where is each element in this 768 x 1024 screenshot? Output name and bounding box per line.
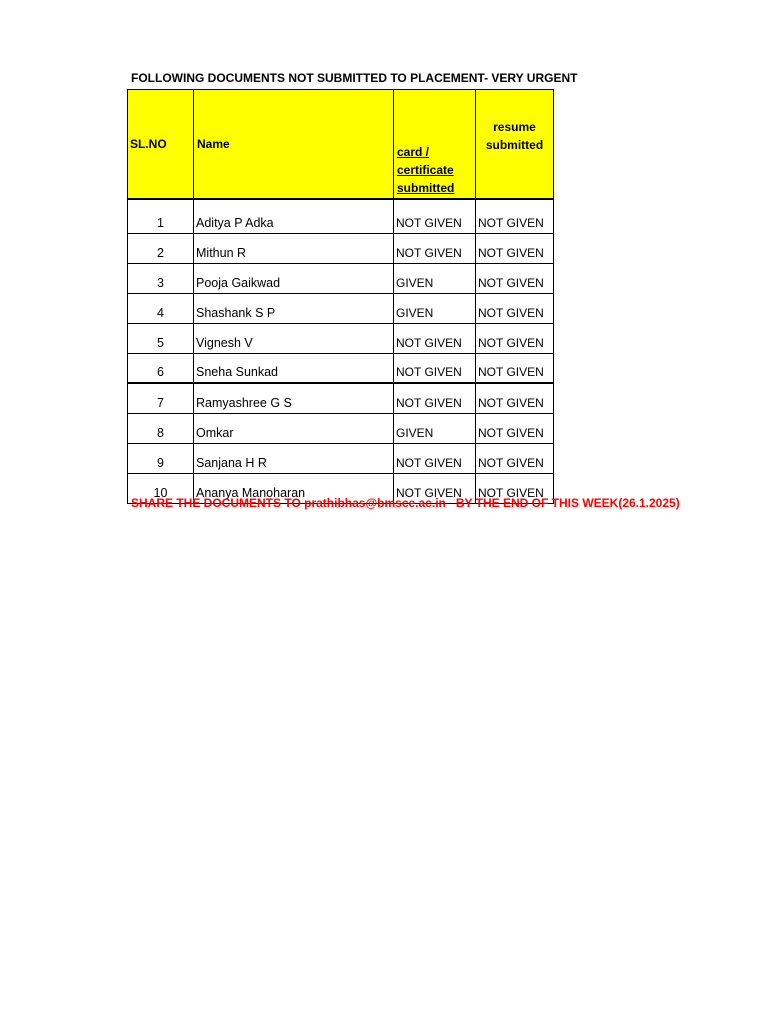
resume-status: NOT GIVEN: [476, 199, 554, 233]
resume-status: NOT GIVEN: [476, 323, 554, 353]
resume-status: NOT GIVEN: [476, 293, 554, 323]
student-name: Shashank S P: [194, 293, 394, 323]
student-name: Aditya P Adka: [194, 199, 394, 233]
card-status: GIVEN: [394, 263, 476, 293]
resume-status: NOT GIVEN: [476, 353, 554, 383]
card-header-line-3: submitted: [397, 181, 455, 195]
resume-status: NOT GIVEN: [476, 413, 554, 443]
resume-status: NOT GIVEN: [476, 383, 554, 413]
card-status: NOT GIVEN: [394, 323, 476, 353]
row-number: 2: [128, 233, 194, 263]
card-status: GIVEN: [394, 293, 476, 323]
column-header-name: Name: [194, 90, 394, 200]
card-status: NOT GIVEN: [394, 383, 476, 413]
table-row: [128, 443, 554, 473]
card-status: GIVEN: [394, 413, 476, 443]
resume-status: NOT GIVEN: [476, 233, 554, 263]
student-name: Ananya Manoharan: [194, 473, 394, 503]
card-header-line-1: card /: [397, 145, 430, 159]
resume-status: NOT GIVEN: [476, 263, 554, 293]
resume-status: NOT GIVEN: [476, 443, 554, 473]
student-name: Ramyashree G S: [194, 383, 394, 413]
row-number: 9: [128, 443, 194, 473]
table-row: [128, 199, 554, 233]
row-number: 3: [128, 263, 194, 293]
submission-instruction: SHARE THE DOCUMENTS TO prathibhas@bmsce.ac.in BY THE END OF THIS WEEK(26.1.2025): [131, 496, 680, 510]
table-row: [128, 263, 554, 293]
card-status: NOT GIVEN: [394, 353, 476, 383]
column-header-card-certificate: [394, 90, 476, 200]
row-number: 1: [128, 199, 194, 233]
row-number: 8: [128, 413, 194, 443]
resume-header-line-1: resume: [493, 120, 536, 134]
row-number: 10: [128, 473, 194, 503]
card-header-line-2: certificate: [397, 163, 454, 177]
column-header-resume: [476, 90, 554, 200]
row-number: 6: [128, 353, 194, 383]
row-number: 4: [128, 293, 194, 323]
column-header-sl-no: SL.NO: [128, 90, 194, 200]
student-name: Pooja Gaikwad: [194, 263, 394, 293]
row-number: 5: [128, 323, 194, 353]
card-status: NOT GIVEN: [394, 199, 476, 233]
student-name: Sneha Sunkad: [194, 353, 394, 383]
table-row: [128, 293, 554, 323]
student-name: Vignesh V: [194, 323, 394, 353]
student-name: Omkar: [194, 413, 394, 443]
document-title: FOLLOWING DOCUMENTS NOT SUBMITTED TO PLACEMENT- VERY URGENT: [131, 71, 578, 85]
table-header-row: [128, 90, 554, 200]
table-row: [128, 383, 554, 413]
table-row: [128, 413, 554, 443]
student-name: Sanjana H R: [194, 443, 394, 473]
card-status: NOT GIVEN: [394, 443, 476, 473]
student-name: Mithun R: [194, 233, 394, 263]
resume-status: NOT GIVEN: [476, 473, 554, 503]
table-row: [128, 353, 554, 383]
row-number: 7: [128, 383, 194, 413]
documents-table: [127, 89, 554, 504]
card-status: NOT GIVEN: [394, 473, 476, 503]
card-status: NOT GIVEN: [394, 233, 476, 263]
table-row: [128, 323, 554, 353]
table-row: [128, 233, 554, 263]
resume-header-line-2: submitted: [485, 138, 544, 152]
